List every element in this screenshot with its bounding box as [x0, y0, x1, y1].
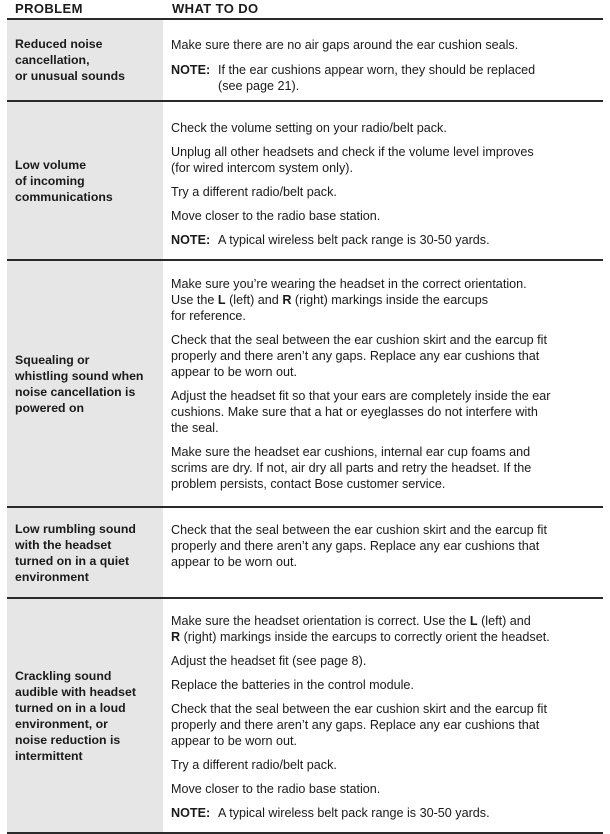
solution-item: Adjust the headset fit so that your ears are completely inside the ear cushions. Make sure that a hat or eyeglasses do not interfere with the seal. [171, 389, 551, 435]
solution-item: Check that the seal between the ear cushion skirt and the earcup fit properly and there aren’t any gaps. Replace any ear cushions that appear to be worn out. [171, 523, 547, 569]
table-header [7, 0, 603, 20]
table-row [7, 102, 603, 261]
note-text: If the ear cushions appear worn, they should be replaced (see page 21). [218, 63, 536, 93]
right-marking-label: R [282, 293, 292, 307]
solution-item: Try a different radio/belt pack. [171, 758, 337, 772]
solution-item: Make sure you’re wearing the headset in the correct orientation. Use the L (left) and R (right) markings inside the earcups for reference. [171, 277, 527, 323]
solution-item: Make sure the headset orientation is correct. Use the L (left) and R (right) markings inside the earcups to correctly orient the headset. [171, 614, 550, 644]
note-label: NOTE: [171, 806, 211, 820]
solution-cell [163, 261, 603, 506]
solution-cell [163, 508, 603, 597]
note [171, 62, 599, 94]
solution-cell [163, 599, 603, 832]
solution-cell [163, 20, 603, 100]
problem-cell [7, 20, 163, 100]
solution-item: Check the volume setting on your radio/belt pack. [171, 121, 447, 135]
note-text: A typical wireless belt pack range is 30-50 yards. [218, 806, 490, 820]
problem-cell [7, 102, 163, 259]
solution-item: Try a different radio/belt pack. [171, 185, 337, 199]
problem-cell [7, 599, 163, 832]
note-text: A typical wireless belt pack range is 30-50 yards. [218, 233, 490, 247]
solution-item: Move closer to the radio base station. [171, 782, 381, 796]
solution-item: Make sure there are no air gaps around the ear cushion seals. [171, 38, 519, 52]
solution-item: Make sure the headset ear cushions, internal ear cup foams and scrims are dry. If not, air dry all parts and retry the headset. If the problem persists, contact Bose customer service. [171, 445, 532, 491]
troubleshooting-table [7, 0, 603, 834]
solution-cell [163, 102, 603, 259]
note-label: NOTE: [171, 63, 211, 77]
table-row [7, 599, 603, 834]
table-row [7, 508, 603, 599]
table-row [7, 20, 603, 102]
solution-item: Check that the seal between the ear cushion skirt and the earcup fit properly and there aren’t any gaps. Replace any ear cushions that appear to be worn out. [171, 702, 547, 748]
left-marking-label: L [217, 293, 226, 307]
problem-text: Squealing or whistling sound when noise cancellation is powered on [15, 352, 144, 415]
problem-text: Crackling sound audible with headset turned on in a loud environment, or noise reduction is intermittent [15, 668, 136, 763]
solution-item: Replace the batteries in the control module. [171, 678, 414, 692]
solution-item: Move closer to the radio base station. [171, 209, 381, 223]
what-to-do-column-header: WHAT TO DO [172, 1, 259, 16]
solution-item: Adjust the headset fit (see page 8). [171, 654, 367, 668]
problem-column-header: PROBLEM [15, 1, 83, 16]
table-row [7, 261, 603, 508]
left-marking-label: L [469, 614, 478, 628]
note-label: NOTE: [171, 233, 211, 247]
note [171, 805, 599, 821]
solution-item: Unplug all other headsets and check if the volume level improves (for wired intercom system only). [171, 145, 534, 175]
problem-text: Reduced noise cancellation, or unusual sounds [15, 37, 125, 83]
right-marking-label: R [171, 630, 181, 644]
problem-text: Low volume of incoming communications [15, 157, 113, 204]
problem-cell [7, 508, 163, 597]
problem-text: Low rumbling sound with the headset turned on in a quiet environment [15, 521, 136, 584]
solution-item: Check that the seal between the ear cushion skirt and the earcup fit properly and there aren’t any gaps. Replace any ear cushions that appear to be worn out. [171, 333, 547, 379]
note [171, 232, 599, 248]
problem-cell [7, 261, 163, 506]
